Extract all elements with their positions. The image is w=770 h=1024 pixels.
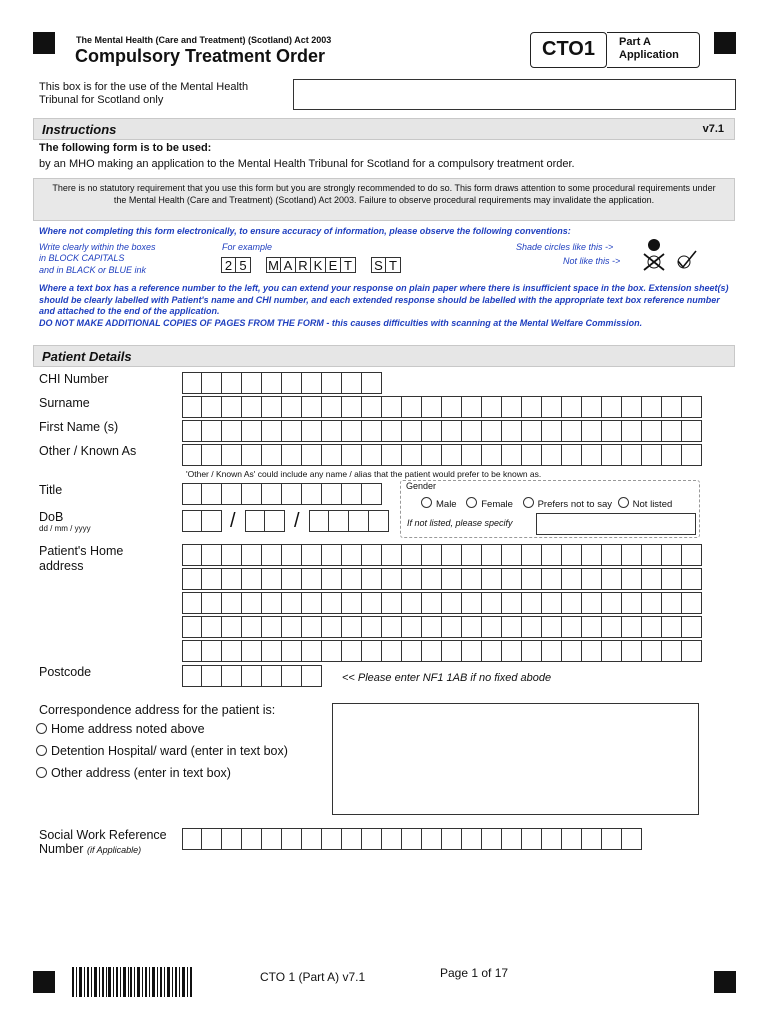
conventions-heading: Where not completing this form electronically, to ensure accuracy of information, please observe the following conventions: bbox=[39, 226, 571, 236]
write-clearly-3: and in BLACK or BLUE ink bbox=[39, 265, 147, 275]
surname-label: Surname bbox=[39, 396, 90, 410]
filled-circle-icon bbox=[648, 239, 660, 251]
address-line-5[interactable] bbox=[182, 640, 702, 662]
ticked-circle-icon bbox=[678, 251, 696, 268]
address-line-4[interactable] bbox=[182, 616, 702, 638]
not-like-this-label: Not like this -> bbox=[563, 256, 621, 266]
tribunal-use-box[interactable] bbox=[293, 79, 736, 110]
registration-mark-top-left bbox=[33, 32, 55, 54]
footer-page-number: Page 1 of 17 bbox=[440, 966, 509, 980]
patient-details-bar bbox=[33, 345, 735, 367]
radio-icon bbox=[36, 767, 47, 778]
dob-label: DoB bbox=[39, 510, 64, 524]
text-box-note: Where a text box has a reference number to the left, you can extend your response on plain paper where there is insufficient space in the box. Extension sheet(s) should be clearly labelled with Patient's name and CHI number, and each extended response should be labelled with the appropriate text box reference number and attached to the end of the application. bbox=[39, 283, 729, 316]
gender-option-not-listed[interactable]: Not listed bbox=[618, 499, 673, 510]
shade-circles-label: Shade circles like this -> bbox=[516, 242, 614, 252]
radio-icon bbox=[36, 745, 47, 756]
example-char: 2 bbox=[221, 257, 236, 273]
correspondence-label: Correspondence address for the patient is: bbox=[39, 703, 276, 717]
registration-mark-bottom-right bbox=[714, 971, 736, 993]
version-label: v7.1 bbox=[702, 123, 724, 135]
dob-separator: / bbox=[230, 510, 236, 532]
sw-reference-label: Social Work Reference bbox=[39, 828, 167, 842]
example-char: K bbox=[311, 257, 326, 273]
notice-box bbox=[33, 178, 735, 221]
sw-reference-applicable: (if Applicable) bbox=[86, 845, 142, 855]
usage-text: by an MHO making an application to the Mental Health Tribunal for Scotland for a compulsory treatment order. bbox=[39, 158, 575, 170]
address-line-2[interactable] bbox=[182, 568, 702, 590]
surname-input[interactable] bbox=[182, 396, 702, 418]
correspondence-address-input[interactable] bbox=[332, 703, 699, 815]
gender-option-male[interactable]: Male bbox=[421, 499, 457, 510]
registration-mark-top-right bbox=[714, 32, 736, 54]
form-code-box bbox=[530, 32, 607, 68]
dob-day-input[interactable] bbox=[182, 510, 222, 532]
part-box bbox=[607, 32, 700, 68]
first-name-label: First Name (s) bbox=[39, 420, 119, 434]
notice-text: There is no statutory requirement that you use this form but you are strongly recommended to do so. This form draws attention to some procedural requirements under the Mental Health (Care and Treatment) (Scotland) Act 2003. Failure to observe procedural requirements may invalidate the application. bbox=[52, 183, 716, 205]
radio-icon bbox=[466, 497, 477, 508]
chi-input[interactable] bbox=[182, 372, 382, 394]
address-line-1[interactable] bbox=[182, 544, 702, 566]
chi-label: CHI Number bbox=[39, 372, 109, 386]
title-label: Title bbox=[39, 483, 63, 497]
part-sub-label: Application bbox=[619, 49, 679, 61]
sw-reference-input[interactable] bbox=[182, 828, 642, 850]
other-known-as-label: Other / Known As bbox=[39, 444, 137, 458]
correspondence-option-other[interactable]: Other address (enter in text box) bbox=[36, 766, 231, 780]
postcode-input[interactable] bbox=[182, 665, 322, 687]
dob-format: dd / mm / yyyy bbox=[39, 524, 91, 533]
example-char: T bbox=[386, 257, 401, 273]
part-label: Part A bbox=[619, 36, 651, 48]
not-listed-specify-label: If not listed, please specify bbox=[407, 518, 513, 528]
example-char: T bbox=[341, 257, 356, 273]
instructions-heading: Instructions bbox=[42, 122, 117, 137]
usage-heading: The following form is to be used: bbox=[39, 142, 212, 154]
title-input[interactable] bbox=[182, 483, 382, 505]
correspondence-option-home[interactable]: Home address noted above bbox=[36, 722, 205, 736]
footer-form-ref: CTO 1 (Part A) v7.1 bbox=[260, 970, 366, 984]
other-known-as-note: 'Other / Known As' could include any name / alias that the patient would prefer to be known as. bbox=[186, 469, 542, 479]
first-name-input[interactable] bbox=[182, 420, 702, 442]
example-char: R bbox=[296, 257, 311, 273]
home-address-label-2: address bbox=[39, 559, 84, 573]
page-title: Compulsory Treatment Order bbox=[75, 46, 326, 66]
other-known-as-input[interactable] bbox=[182, 444, 702, 466]
radio-icon bbox=[523, 497, 534, 508]
write-clearly-2: in BLOCK CAPITALS bbox=[39, 253, 125, 263]
example-char: A bbox=[281, 257, 296, 273]
gender-options bbox=[421, 497, 672, 510]
example-char: S bbox=[371, 257, 386, 273]
postcode-hint: << Please enter NF1 1AB if no fixed abode bbox=[342, 672, 552, 684]
no-copies-note: DO NOT MAKE ADDITIONAL COPIES OF PAGES FROM THE FORM - this causes difficulties with scanning at the Mental Welfare Commission. bbox=[39, 318, 643, 328]
patient-details-heading: Patient Details bbox=[42, 349, 132, 364]
crossed-circle-icon bbox=[644, 254, 664, 270]
instructions-bar bbox=[33, 118, 735, 140]
sw-reference-label-2 bbox=[39, 842, 141, 856]
example-char: 5 bbox=[236, 257, 251, 273]
example-char: E bbox=[326, 257, 341, 273]
dob-month-input[interactable] bbox=[245, 510, 285, 532]
address-line-3[interactable] bbox=[182, 592, 702, 614]
for-example-label: For example bbox=[222, 242, 273, 252]
dob-separator: / bbox=[294, 510, 300, 532]
write-clearly-1: Write clearly within the boxes bbox=[39, 242, 156, 252]
barcode-icon bbox=[72, 967, 194, 997]
home-address-label: Patient's Home bbox=[39, 544, 124, 558]
sw-reference-number-text: Number bbox=[39, 842, 84, 856]
example-char: M bbox=[266, 257, 281, 273]
correspondence-option-hospital[interactable]: Detention Hospital/ ward (enter in text box) bbox=[36, 744, 288, 758]
tribunal-use-label: This box is for the use of the Mental Health Tribunal for Scotland only bbox=[39, 81, 249, 106]
gender-option-prefers-not-to-say[interactable]: Prefers not to say bbox=[523, 499, 612, 510]
radio-icon bbox=[36, 723, 47, 734]
gender-option-female[interactable]: Female bbox=[466, 499, 513, 510]
example-boxes bbox=[221, 257, 401, 273]
not-listed-specify-input[interactable] bbox=[536, 513, 696, 535]
act-title: The Mental Health (Care and Treatment) (Scotland) Act 2003 bbox=[76, 35, 332, 45]
form-code: CTO1 bbox=[542, 38, 595, 60]
registration-mark-bottom-left bbox=[33, 971, 55, 993]
radio-icon bbox=[421, 497, 432, 508]
radio-icon bbox=[618, 497, 629, 508]
postcode-label: Postcode bbox=[39, 665, 92, 679]
example-marks-icon bbox=[638, 236, 708, 276]
dob-year-input[interactable] bbox=[309, 510, 389, 532]
gender-label: Gender bbox=[406, 481, 437, 491]
